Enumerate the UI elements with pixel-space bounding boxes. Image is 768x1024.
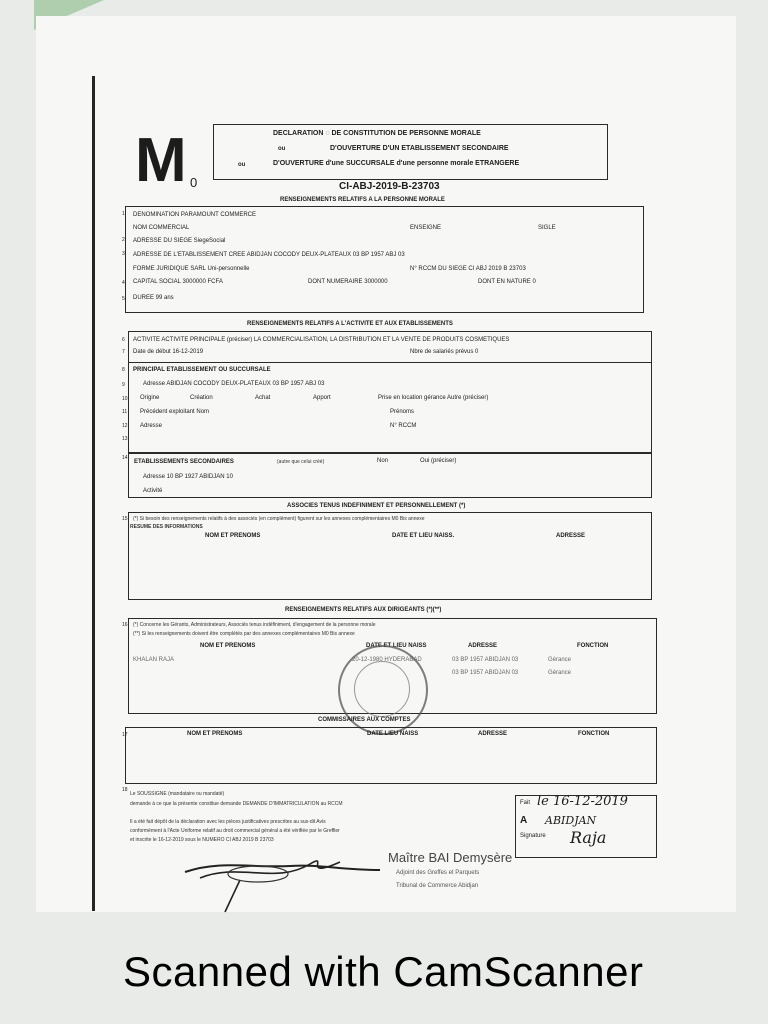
creation: Création [190, 395, 213, 401]
secondaires-note: (autre que celui créé) [277, 459, 325, 465]
signature-value: Raja [570, 828, 607, 847]
principal-adresse: Adresse ABIDJAN COCODY DEUX-PLATEAUX 03 BP 1957 ABJ 03 [143, 381, 325, 387]
row-number: 16 [122, 622, 128, 628]
title-line-1: DECLARATION ◌ DE CONSTITUTION DE PERSONNE MORALE [273, 130, 481, 137]
a-value: ABIDJAN [545, 814, 597, 827]
row-number: 8 [122, 367, 125, 373]
adresse-etablissement: ADRESSE DE L'ETABLISSEMENT CREE ABIDJAN COCODY DEUX-PLATEAUX 03 BP 1957 ABJ 03 [133, 252, 405, 258]
rccm-siege: N° RCCM DU SIEGE CI ABJ 2019 B 23703 [410, 266, 526, 272]
commissaires-col-nom: NOM ET PRENOMS [187, 731, 243, 737]
secondaires-adresse: Adresse 10 BP 1927 ABIDJAN 10 [143, 474, 233, 480]
adresse-siege: ADRESSE DU SIEGE SiegeSocial [133, 238, 226, 244]
row-number: 15 [122, 516, 128, 522]
greffier-signature [180, 840, 390, 915]
title-or-2: ou [238, 162, 246, 168]
greffier-title-2: Tribunal de Commerce Abidjan [396, 883, 479, 889]
signature-label: Signature [520, 833, 546, 839]
demande: demande à ce que la présente constitue demande DEMANDE D'IMMATRICULATION au RCCM [130, 801, 343, 807]
dirigeant-1-date: 20-12-1980 HYDERABAD [352, 657, 422, 663]
dont-numeraire: DONT NUMERAIRE 3000000 [308, 279, 388, 285]
row-number: 9 [122, 382, 125, 388]
row-number: 2 [122, 237, 125, 243]
row-number: 7 [122, 349, 125, 355]
dirigeants-col-nom: NOM ET PRENOMS [200, 643, 256, 649]
row-number: 6 [122, 337, 125, 343]
dirigeants-col-date: DATE ET LIEU NAISS [366, 643, 427, 649]
form-code: M [135, 126, 184, 195]
row-number: 14 [122, 455, 128, 461]
apport: Apport [313, 395, 331, 401]
principal-box [128, 362, 652, 454]
dirigeants-note-2: (**) Si les renseignements doivent être complétés par des annexes complémentaires M0 Bis annexe [133, 631, 355, 637]
section-commissaires: COMMISSAIRES AUX COMPTES [318, 717, 411, 723]
soussigne: Le SOUSSIGNE (mandataire ou mandaté) [130, 791, 225, 797]
row-number: 10 [122, 396, 128, 402]
associes-resume: RESUME DES INFORMATIONS [130, 524, 203, 530]
row-number: 1 [122, 211, 125, 217]
row-number: 5 [122, 296, 125, 302]
dirigeants-col-fonction: FONCTION [577, 643, 609, 649]
dont-nature: DONT EN NATURE 0 [478, 279, 536, 285]
commissaires-col-adresse: ADRESSE [478, 731, 508, 737]
greffier-name: Maître BAI Demysère [388, 850, 513, 865]
form-reference: CI-ABJ-2019-B-23703 [339, 181, 440, 192]
achat: Achat [255, 395, 271, 401]
fait-label: Fait [520, 800, 531, 806]
fait-value: le 16-12-2019 [537, 794, 628, 809]
a-label: A [520, 815, 528, 826]
personne-morale-box [125, 206, 644, 313]
dirigeants-note-1: (*) Concerne les Gérants, Administrateurs, Associés tenus indéfiniment, d'engagement de la personne morale [133, 622, 376, 628]
origine: Origine [140, 395, 160, 401]
secondaires-non: Non [377, 458, 389, 464]
date-debut: Date de début 16-12-2019 [133, 349, 204, 355]
activite-box [128, 331, 652, 363]
precedent-rccm: N° RCCM [390, 423, 417, 429]
associes-col-date: DATE ET LIEU NAISS. [392, 533, 455, 539]
activite: ACTIVITE ACTIVITE PRINCIPALE (préciser) LA COMMERCIALISATION, LA DISTRIBUTION ET LA VENTE DE PRODUITS COSMETIQUES [133, 337, 510, 343]
nombre-salaries: Nbre de salariés prévus 0 [410, 349, 479, 355]
associes-col-adresse: ADRESSE [556, 533, 586, 539]
secondaires-oui: Oui (préciser) [420, 458, 457, 464]
secondaires-header: ETABLISSEMENTS SECONDAIRES [134, 459, 234, 465]
section-associes: ASSOCIES TENUS INDEFINIMENT ET PERSONNELLEMENT (*) [287, 503, 466, 509]
associes-note: (*) Si besoin des renseignements relatifs à des associés (en complément) figurent sur les annexes complémentaires M0 Bis annexe [133, 516, 425, 522]
prenoms: Prénoms [390, 409, 415, 415]
capital-social: CAPITAL SOCIAL 3000000 FCFA [133, 279, 223, 285]
dirigeant-1-adresse: 03 BP 1957 ABIDJAN 03 [452, 657, 519, 663]
certifie-2: conformément à l'Acte Uniforme relatif au droit commercial général a été vérifiée par le Greffier [130, 828, 340, 834]
duree: DUREE 99 ans [133, 295, 174, 301]
commissaires-col-date: DATE LIEU NAISS [367, 731, 419, 737]
nom-commercial: NOM COMMERCIAL [133, 225, 190, 231]
row-number: 13 [122, 436, 128, 442]
dirigeant-1-fonction: Gérance [548, 657, 572, 663]
precedent-adresse: Adresse [140, 423, 163, 429]
dirigeant-2-fonction: Gérance [548, 670, 572, 676]
row-number: 3 [122, 251, 125, 257]
row-number: 12 [122, 423, 128, 429]
denomination: DENOMINATION PARAMOUNT COMMERCE [133, 212, 257, 218]
precedent-exploitant: Précédent exploitant Nom [140, 409, 210, 415]
dirigeants-col-adresse: ADRESSE [468, 643, 498, 649]
associes-box [128, 512, 652, 600]
secondaires-activite: Activité [143, 488, 163, 494]
certifie-3: et inscrite le 16-12-2019 sous le NUMERO CI ABJ 2019 B 23703 [130, 837, 274, 843]
forme-juridique: FORME JURIDIQUE SARL Uni-personnelle [133, 266, 250, 272]
camscanner-watermark: Scanned with CamScanner [123, 948, 644, 995]
section-personne-morale: RENSEIGNEMENTS RELATIFS A LA PERSONNE MORALE [280, 197, 445, 203]
title-or-1: ou [278, 146, 286, 152]
title-line-3: D'OUVERTURE d'une SUCCURSALE d'une personne morale ETRANGERE [273, 160, 520, 167]
certifie-1: Il a été fait dépôt de la déclaration avec les pièces justificatives prescrites au sus-dit Avis [130, 819, 326, 825]
binding-line [92, 76, 95, 911]
dirigeant-1-nom: KHALAN RAJA [133, 657, 175, 663]
enseigne: ENSEIGNE [410, 225, 442, 231]
location-gerance: Prise en location gérance Autre (préciser) [378, 395, 489, 401]
form-code-sub: 0 [190, 175, 198, 190]
commissaires-col-fonction: FONCTION [578, 731, 610, 737]
title-line-2: D'OUVERTURE D'UN ETABLISSEMENT SECONDAIRE [330, 145, 509, 152]
sigle: SIGLE [538, 225, 556, 231]
row-number: 11 [122, 409, 128, 415]
section-activite: RENSEIGNEMENTS RELATIFS A L'ACTIVITE ET AUX ETABLISSEMENTS [247, 321, 453, 327]
row-number: 18 [122, 787, 128, 793]
section-dirigeants: RENSEIGNEMENTS RELATIFS AUX DIRIGEANTS (*)(**) [285, 607, 442, 613]
row-number: 17 [122, 732, 128, 738]
greffier-title-1: Adjoint des Greffes et Parquets [396, 870, 480, 876]
row-number: 4 [122, 280, 125, 286]
associes-col-nom: NOM ET PRENOMS [205, 533, 261, 539]
dirigeant-2-adresse: 03 BP 1957 ABIDJAN 03 [452, 670, 519, 676]
principal-header: PRINCIPAL ETABLISSEMENT OU SUCCURSALE [133, 367, 271, 373]
